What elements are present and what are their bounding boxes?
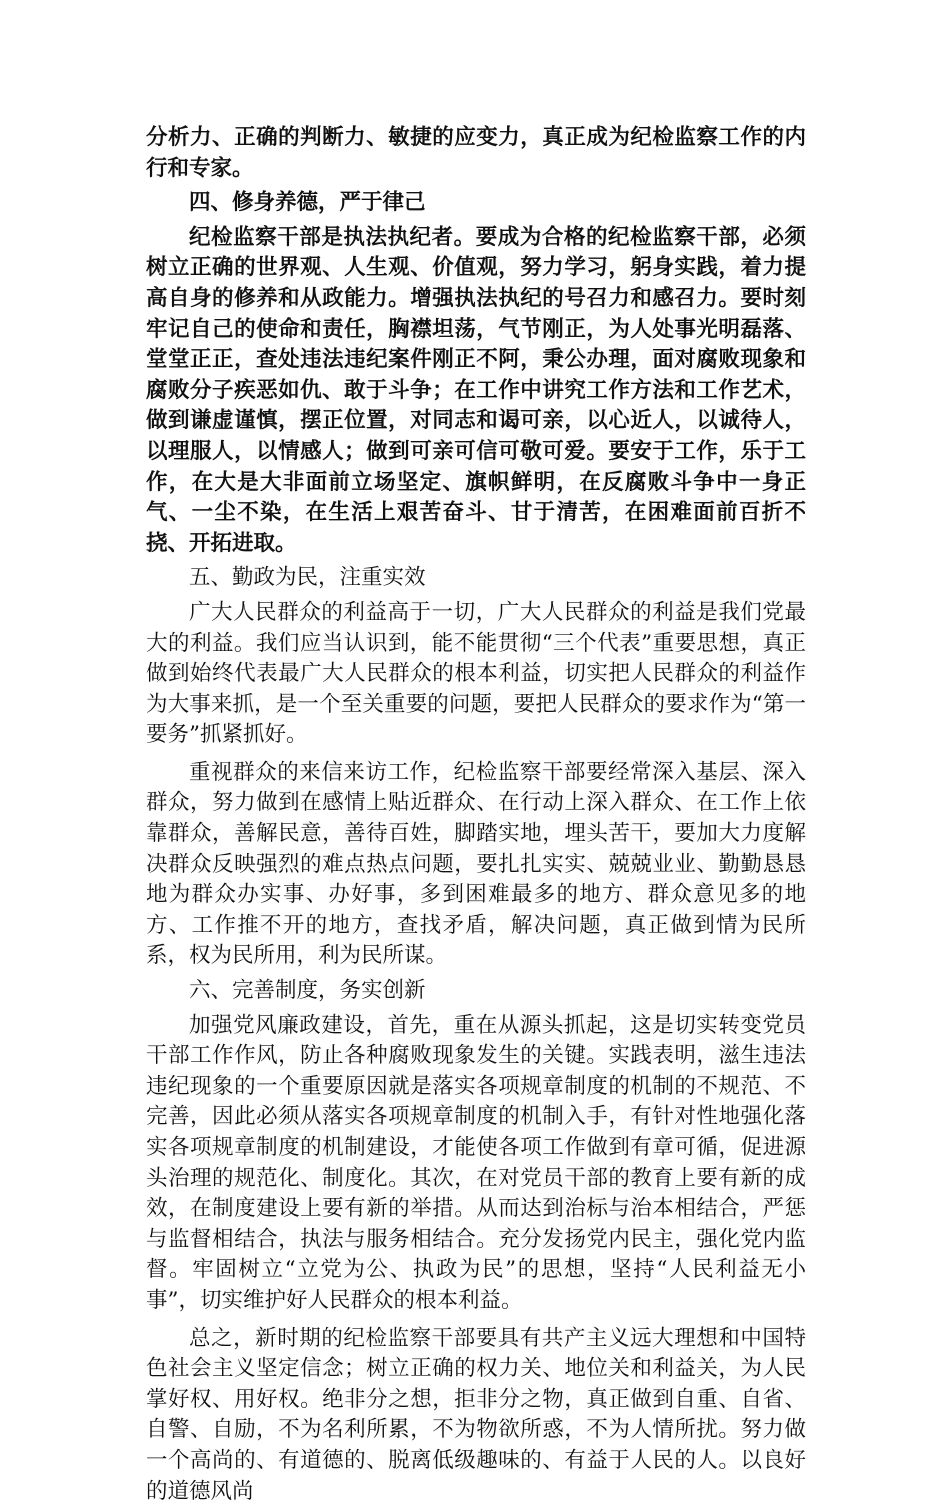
section-heading-6: 六、完善制度，务实创新 [189, 978, 426, 1004]
paragraph-section-4: 纪检监察干部是执法执纪者。要成为合格的纪检监察干部，必须树立正确的世界观、人生观、价值观，努力学习，躬身实践，着力提高自身的修养和从政能力。增强执法执纪的号召力和感召力。要时刻牢记自己的使命和责任，胸襟坦荡，气节刚正，为人处事光明磊落、堂堂正正，查处违法违纪案件刚正不阿，秉公办理，面对腐败现象和腐败分子疾恶如仇、敢于斗争；在工作中讲究工作方法和工作艺术，做到谦虚谨慎，摆正位置，对同志和谒可亲，以心近人，以诚待人，以理服人，以情感人；做到可亲可信可敬可爱。要安于工作，乐于工作，在大是大非面前立场坚定、旗帜鲜明，在反腐败斗争中一身正气、一尘不染，在生活上艰苦奋斗、甘于清苦，在困难面前百折不挠、开拓进取。 [146, 224, 806, 556]
paragraph-section-5-1: 广大人民群众的利益高于一切，广大人民群众的利益是我们党最大的利益。我们应当认识到，能不能贯彻“三个代表”重要思想，真正做到始终代表最广大人民群众的根本利益，切实把人民群众的利益作为大事来抓，是一个至关重要的问题，要把人民群众的要求作为“第一要务”抓紧抓好。 [146, 599, 806, 748]
paragraph-section-6-1: 加强党风廉政建设，首先，重在从源头抓起，这是切实转变党员干部工作作风，防止各种腐败现象发生的关键。实践表明，滋生违法违纪现象的一个重要原因就是落实各项规章制度的机制的不规范、不完善，因此必须从落实各项规章制度的机制入手，有针对性地强化落实各项规章制度的机制建设，才能使各项工作做到有章可循，促进源头治理的规范化、制度化。其次，在对党员干部的教育上要有新的成效，在制度建设上要有新的举措。从而达到治标与治本相结合，严惩与监督相结合，执法与服务相结合。充分发扬党内民主，强化党内监督。牢固树立“立党为公、执政为民”的思想，坚持“人民利益无小事”，切实维护好人民群众的根本利益。 [146, 1012, 806, 1313]
paragraph-section-5-2: 重视群众的来信来访工作，纪检监察干部要经常深入基层、深入群众，努力做到在感情上贴近群众、在行动上深入群众、在工作上依靠群众，善解民意，善待百姓，脚踏实地，埋头苦干，要加大力度解决群众反映强烈的难点热点问题，要扎扎实实、兢兢业业、勤勤恳恳地为群众办实事、办好事，多到困难最多的地方、群众意见多的地方、工作推不开的地方，查找矛盾，解决问题，真正做到情为民所系，权为民所用，利为民所谋。 [146, 759, 806, 969]
paragraph-continuation: 分析力、正确的判断力、敏捷的应变力，真正成为纪检监察工作的内行和专家。 [146, 125, 806, 181]
section-heading-5: 五、勤政为民，注重实效 [189, 565, 426, 591]
paragraph-summary: 总之，新时期的纪检监察干部要具有共产主义远大理想和中国特色社会主义坚定信念；树立正确的权力关、地位关和利益关，为人民掌好权、用好权。绝非分之想，拒非分之物，真正做到自重、自省、自警、自励，不为名利所累，不为物欲所惑，不为人情所扰。努力做一个高尚的、有道德的、脱离低级趣味的、有益于人民的人。以良好的道德风尚 [146, 1325, 806, 1504]
document-page [146, 123, 806, 1507]
section-heading-4: 四、修身养德，严于律己 [189, 190, 426, 216]
